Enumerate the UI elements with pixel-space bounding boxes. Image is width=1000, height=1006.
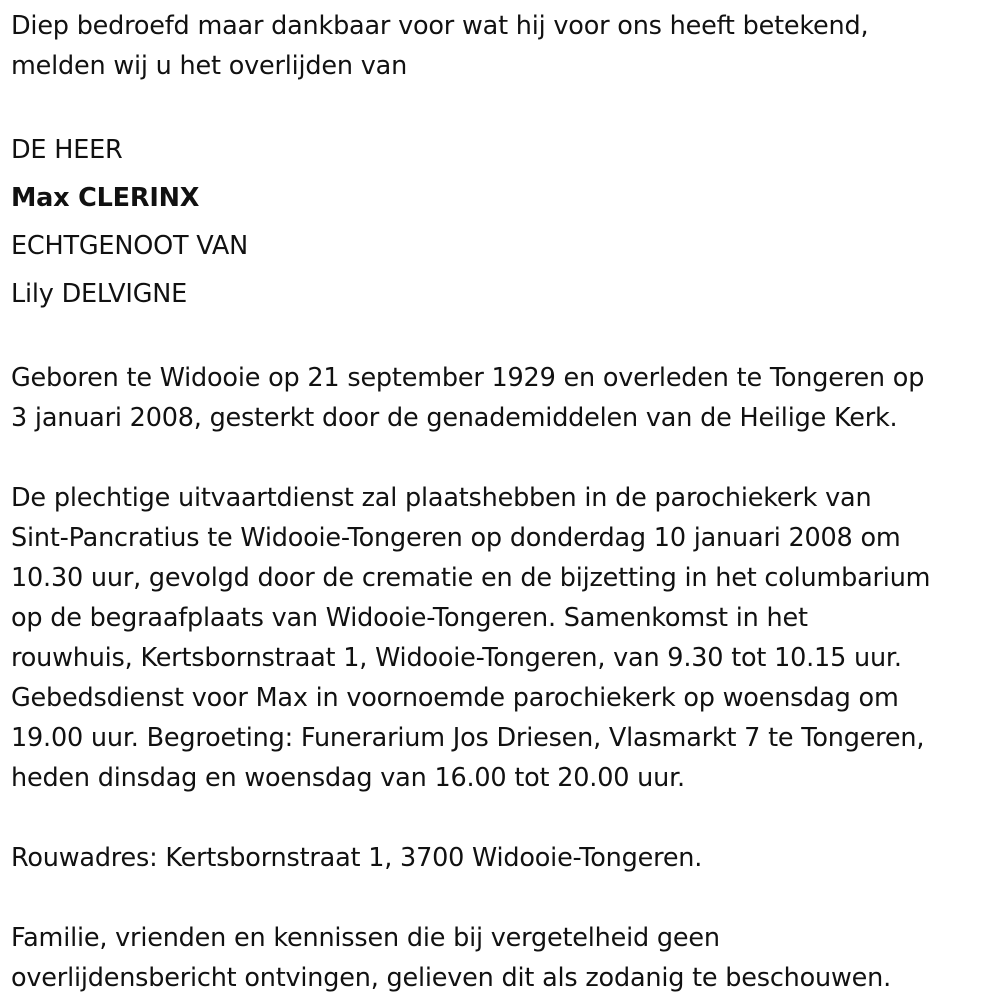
closing-line-2: overlijdensbericht ontvingen, gelieven dit als zodanig te beschouwen. — [11, 963, 892, 993]
deceased-name: Max CLERINX — [11, 183, 200, 213]
spouse-name: Lily DELVIGNE — [11, 279, 188, 309]
mourning-address: Rouwadres: Kertsbornstraat 1, 3700 Widooie-Tongeren. — [11, 843, 703, 873]
service-line-5: rouwhuis, Kertsbornstraat 1, Widooie-Tongeren, van 9.30 tot 10.15 uur. — [11, 643, 902, 673]
service-line-8: heden dinsdag en woensdag van 16.00 tot 20.00 uur. — [11, 763, 685, 793]
closing-line-1: Familie, vrienden en kennissen die bij vergetelheid geen — [11, 923, 720, 953]
service-line-1: De plechtige uitvaartdienst zal plaatshebben in de parochiekerk van — [11, 483, 872, 513]
honorific: DE HEER — [11, 135, 123, 165]
spacer — [11, 798, 996, 838]
spacer — [11, 438, 996, 478]
birth-death-line-2: 3 januari 2008, gesterkt door de genademiddelen van de Heilige Kerk. — [11, 403, 898, 433]
intro-line-2: melden wij u het overlijden van — [11, 51, 408, 81]
spouse-label: ECHTGENOOT VAN — [11, 231, 248, 261]
service-line-7: 19.00 uur. Begroeting: Funerarium Jos Driesen, Vlasmarkt 7 te Tongeren, — [11, 723, 925, 753]
service-line-3: 10.30 uur, gevolgd door de crematie en de bijzetting in het columbarium — [11, 563, 931, 593]
birth-death-line-1: Geboren te Widooie op 21 september 1929 en overleden te Tongeren op — [11, 363, 925, 393]
spacer — [11, 86, 996, 126]
spacer — [11, 878, 996, 918]
spacer — [11, 318, 996, 358]
obituary-notice — [11, 6, 996, 998]
service-line-2: Sint-Pancratius te Widooie-Tongeren op donderdag 10 januari 2008 om — [11, 523, 901, 553]
service-line-6: Gebedsdienst voor Max in voornoemde parochiekerk op woensdag om — [11, 683, 899, 713]
service-line-4: op de begraafplaats van Widooie-Tongeren. Samenkomst in het — [11, 603, 808, 633]
intro-line-1: Diep bedroefd maar dankbaar voor wat hij voor ons heeft betekend, — [11, 11, 869, 41]
